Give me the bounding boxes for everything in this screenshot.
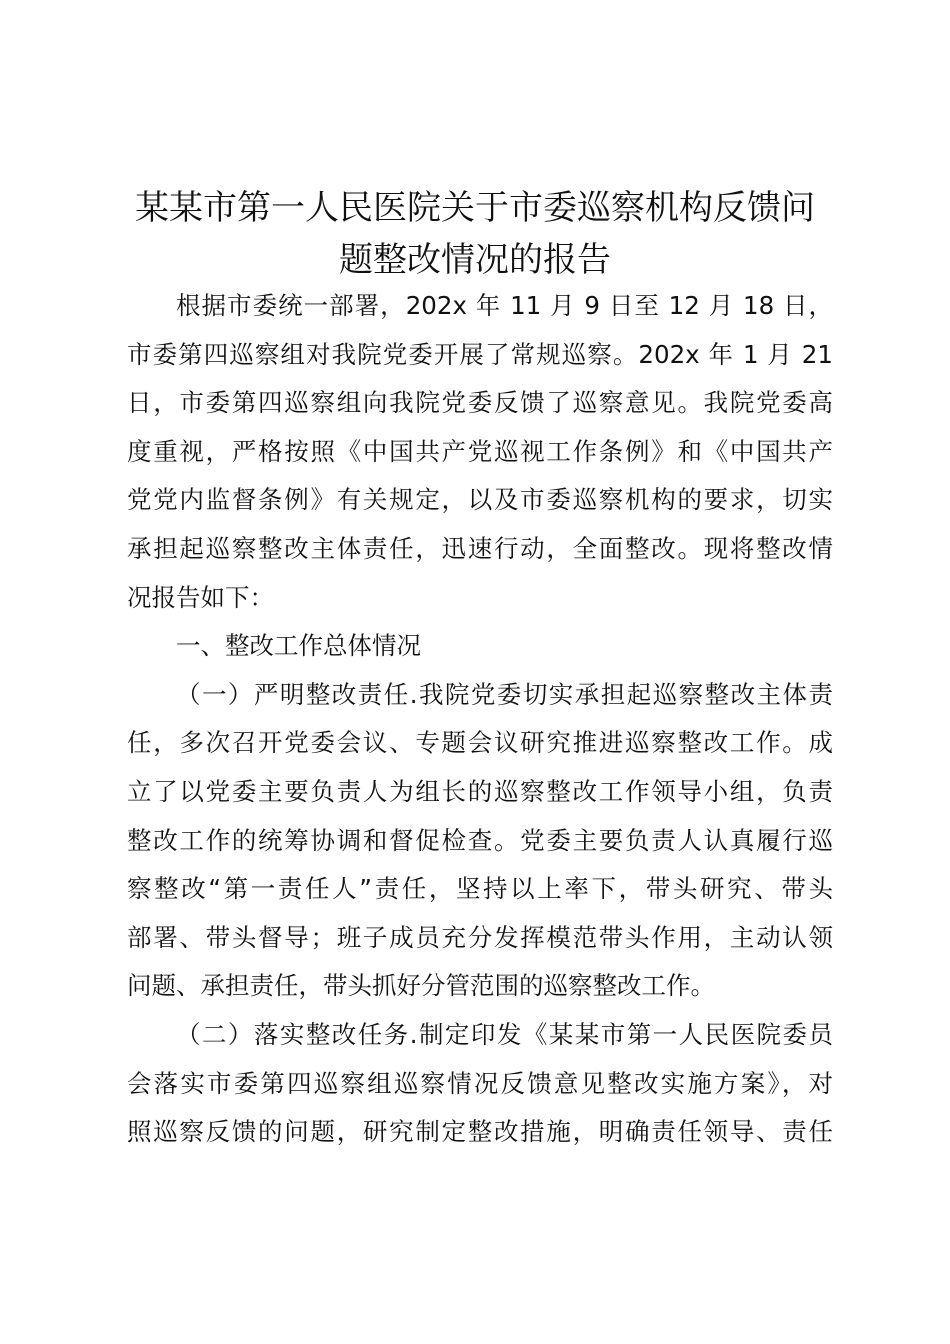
paragraph-tasks [127, 1011, 833, 1157]
document-title [118, 182, 832, 286]
text-line: 度重视，严格按照《中国共产党巡视工作条例》和《中国共产 [127, 436, 833, 466]
text-line: 日，市委第四巡察组向我院党委反馈了巡察意见。我院党委高 [127, 388, 833, 418]
text-line: 会落实市委第四巡察组巡察情况反馈意见整改实施方案》，对 [127, 1068, 833, 1098]
text-line: 承担起巡察整改主体责任，迅速行动，全面整改。现将整改情 [127, 533, 833, 563]
text-line: 整改工作的统筹协调和督促检查。党委主要负责人认真履行巡 [127, 825, 833, 855]
text-line: 立了以党委主要负责人为组长的巡察整改工作领导小组，负责 [127, 776, 833, 806]
paragraph-intro [127, 282, 833, 622]
title-line: 某某市第一人民医院关于市委巡察机构反馈问 [135, 188, 815, 228]
text-line: 照巡察反馈的问题，研究制定整改措施，明确责任领导、责任 [127, 1117, 833, 1147]
document-body [127, 282, 833, 1157]
paragraph-responsibility [127, 671, 833, 1011]
text-line: 根据市委统一部署，202x 年 11 月 9 日至 12 月 18 日， [176, 291, 833, 320]
text-line: 党党内监督条例》有关规定，以及市委巡察机构的要求，切实 [127, 485, 833, 515]
text-line: 问题、承担责任，带头抓好分管范围的巡察整改工作。 [127, 971, 715, 1001]
text-line: 察整改“第一责任人”责任，坚持以上率下，带头研究、带头 [127, 874, 833, 904]
text-line: 一、整改工作总体情况 [176, 631, 421, 661]
title-line: 题整改情况的报告 [339, 240, 611, 280]
text-line: （二）落实整改任务.制定印发《某某市第一人民医院委员 [176, 1019, 833, 1049]
text-line: 部署、带头督导；班子成员充分发挥模范带头作用，主动认领 [127, 922, 833, 952]
section-heading [127, 622, 833, 671]
text-line: 市委第四巡察组对我院党委开展了常规巡察。202x 年 1 月 21 [127, 339, 833, 369]
text-line: 任，多次召开党委会议、专题会议研究推进巡察整改工作。成 [127, 728, 833, 758]
text-line: （一）严明整改责任.我院党委切实承担起巡察整改主体责 [176, 679, 833, 709]
text-line: 况报告如下： [127, 582, 274, 612]
